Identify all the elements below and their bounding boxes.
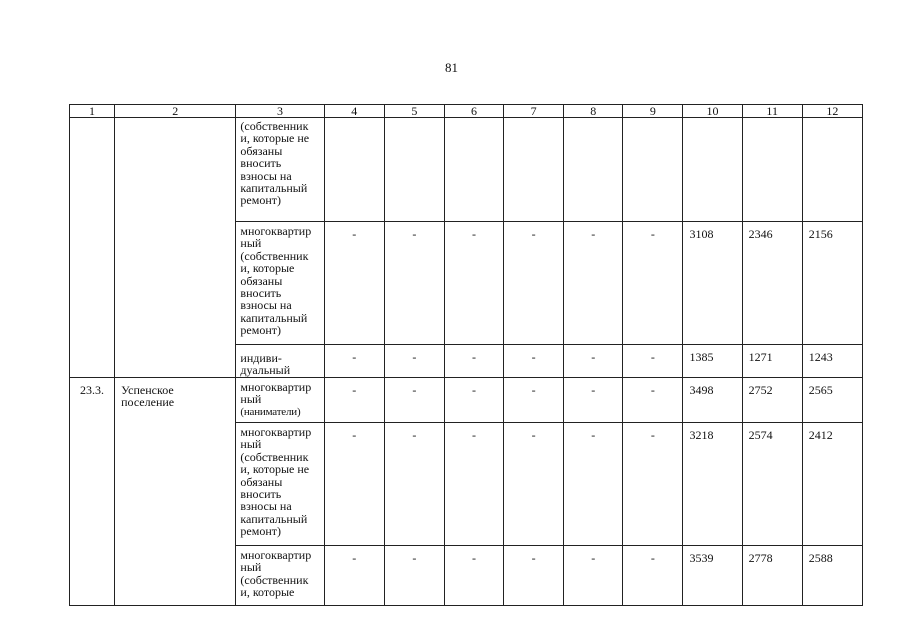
housing-type-cell: многоквартир ный (собственник и, которые обязаны вносить взносы на капитальный ремонт)	[236, 222, 324, 345]
header-row	[70, 105, 863, 118]
header-cell-8: 8	[564, 105, 623, 118]
value-cell-col6: -	[444, 345, 503, 378]
value-cell-col4: -	[324, 546, 384, 606]
value-cell-col9: -	[623, 222, 683, 345]
header-cell-9: 9	[623, 105, 683, 118]
value-cell-col7: -	[504, 546, 564, 606]
header-cell-1: 1	[70, 105, 115, 118]
value-cell-col5: -	[384, 378, 444, 423]
housing-type-sublabel: (наниматели)	[240, 405, 301, 418]
value-cell-col6: -	[444, 546, 503, 606]
value-cell-col4: -	[324, 378, 384, 423]
housing-type-label: многоквартир ный	[240, 380, 312, 407]
value-cell-col9	[623, 118, 683, 222]
value-cell-col10	[683, 118, 742, 222]
header-cell-3: 3	[236, 105, 324, 118]
value-cell-col7: -	[504, 222, 564, 345]
value-cell-col5: -	[384, 345, 444, 378]
value-cell-col12: 1243	[802, 345, 862, 378]
value-cell-col7: -	[504, 423, 564, 546]
header-cell-4: 4	[324, 105, 384, 118]
settlement-name-cell	[115, 118, 236, 378]
value-cell-col8: -	[564, 222, 623, 345]
value-cell-col10: 3218	[683, 423, 742, 546]
tariff-table	[69, 104, 863, 606]
table-row	[70, 378, 863, 423]
settlement-number-cell: 23.3.	[70, 378, 115, 606]
value-cell-col12: 2565	[802, 378, 862, 423]
value-cell-col8: -	[564, 378, 623, 423]
value-cell-col12: 2588	[802, 546, 862, 606]
value-cell-col4	[324, 118, 384, 222]
value-cell-col11: 1271	[742, 345, 802, 378]
value-cell-col8: -	[564, 345, 623, 378]
value-cell-col12	[802, 118, 862, 222]
value-cell-col10: 3539	[683, 546, 742, 606]
value-cell-col9: -	[623, 546, 683, 606]
value-cell-col6: -	[444, 423, 503, 546]
header-cell-10: 10	[683, 105, 742, 118]
value-cell-col9: -	[623, 378, 683, 423]
value-cell-col5: -	[384, 222, 444, 345]
header-cell-2: 2	[115, 105, 236, 118]
housing-type-cell: (собственник и, которые не обязаны вносить взносы на капитальный ремонт)	[236, 118, 324, 222]
value-cell-col5	[384, 118, 444, 222]
value-cell-col6: -	[444, 222, 503, 345]
settlement-name-cell: Успенское поселение	[115, 378, 236, 606]
page-number: 81	[445, 60, 458, 75]
table-row	[70, 118, 863, 222]
value-cell-col5: -	[384, 546, 444, 606]
header-cell-11: 11	[742, 105, 802, 118]
value-cell-col12: 2412	[802, 423, 862, 546]
value-cell-col10: 3498	[683, 378, 742, 423]
value-cell-col11	[742, 118, 802, 222]
settlement-number-cell	[70, 118, 115, 378]
header-cell-5: 5	[384, 105, 444, 118]
housing-type-cell	[236, 378, 324, 423]
housing-type-cell: многоквартир ный (собственник и, которые не обязаны вносить взносы на капитальный ремонт)	[236, 423, 324, 546]
value-cell-col4: -	[324, 345, 384, 378]
value-cell-col11: 2778	[742, 546, 802, 606]
value-cell-col7: -	[504, 378, 564, 423]
housing-type-cell: индиви- дуальный	[236, 345, 324, 378]
value-cell-col8	[564, 118, 623, 222]
value-cell-col5: -	[384, 423, 444, 546]
housing-type-cell: многоквартир ный (собственник и, которые	[236, 546, 324, 606]
value-cell-col8: -	[564, 546, 623, 606]
value-cell-col8: -	[564, 423, 623, 546]
value-cell-col4: -	[324, 222, 384, 345]
value-cell-col9: -	[623, 345, 683, 378]
header-cell-6: 6	[444, 105, 503, 118]
value-cell-col7: -	[504, 345, 564, 378]
value-cell-col11: 2346	[742, 222, 802, 345]
value-cell-col11: 2574	[742, 423, 802, 546]
header-cell-7: 7	[504, 105, 564, 118]
value-cell-col10: 3108	[683, 222, 742, 345]
header-cell-12: 12	[802, 105, 862, 118]
value-cell-col11: 2752	[742, 378, 802, 423]
value-cell-col7	[504, 118, 564, 222]
value-cell-col6	[444, 118, 503, 222]
value-cell-col10: 1385	[683, 345, 742, 378]
value-cell-col9: -	[623, 423, 683, 546]
value-cell-col6: -	[444, 378, 503, 423]
value-cell-col12: 2156	[802, 222, 862, 345]
value-cell-col4: -	[324, 423, 384, 546]
